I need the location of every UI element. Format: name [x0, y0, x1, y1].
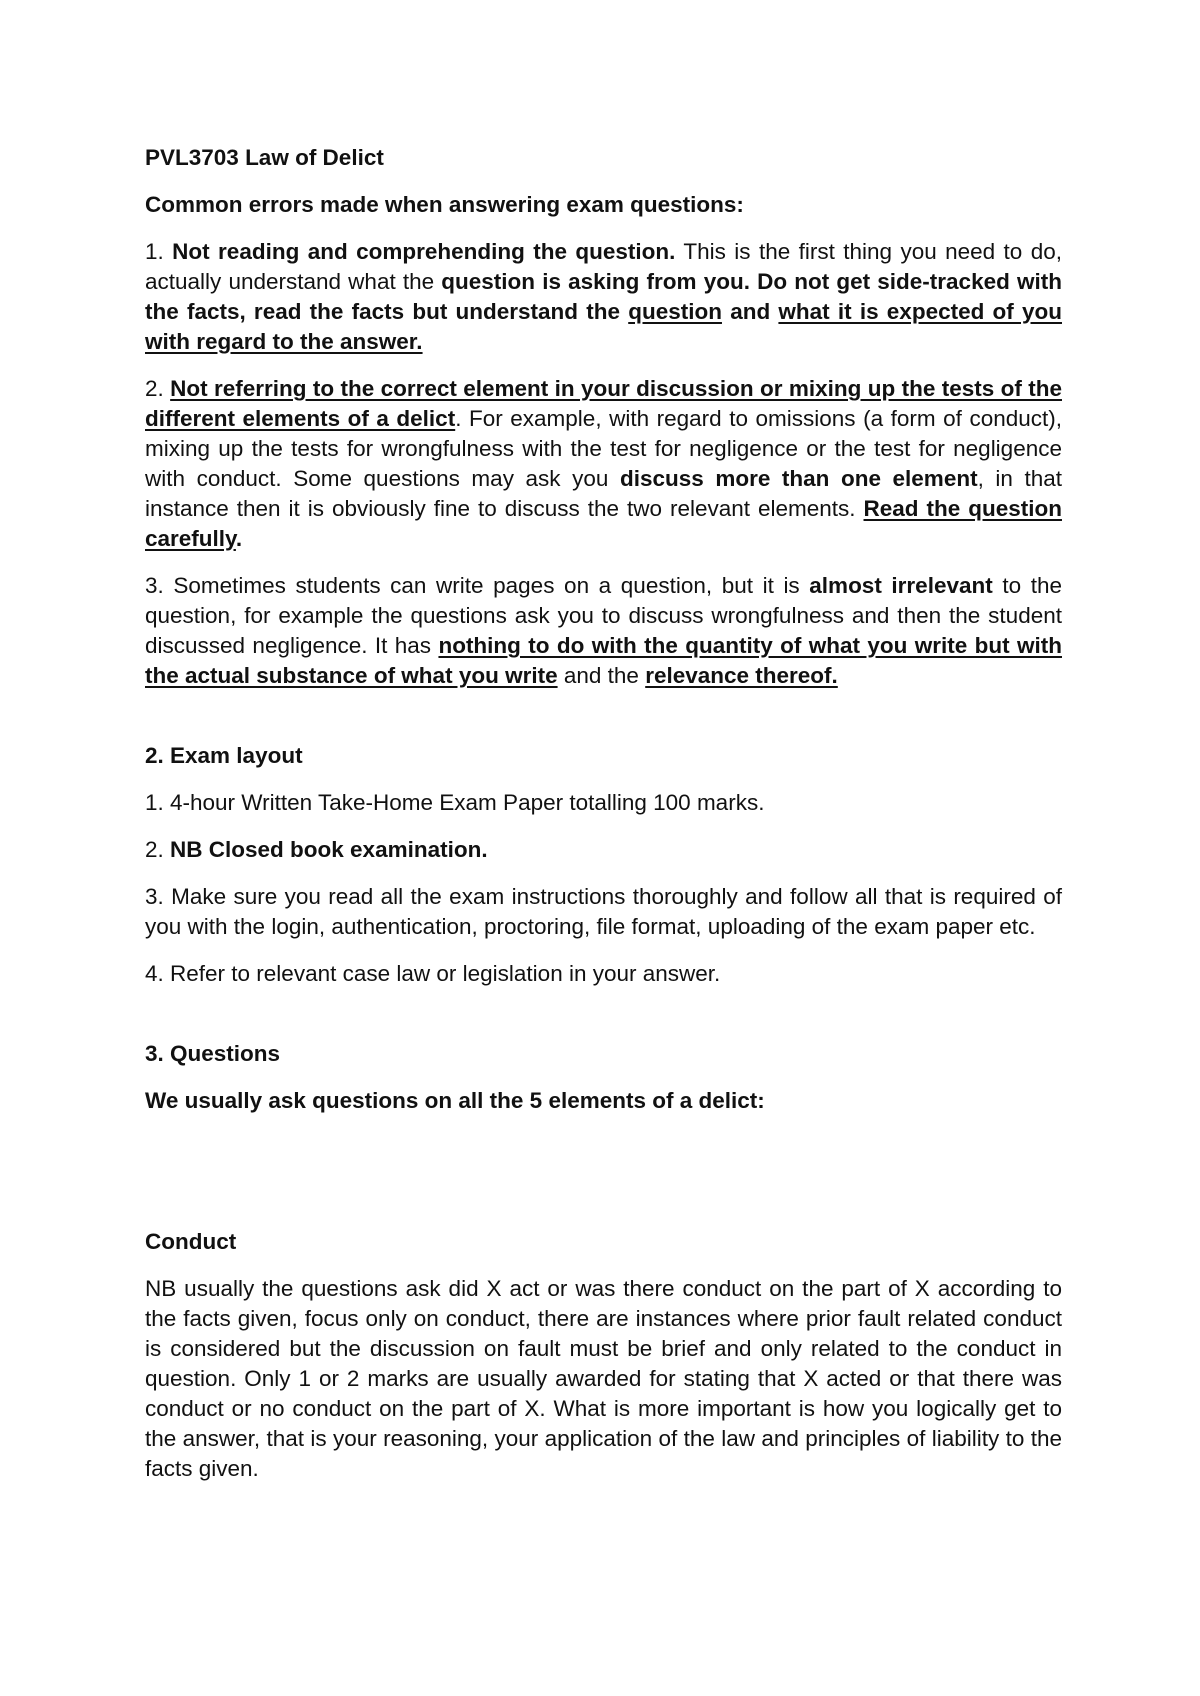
underlined-text: what it is expected of you with regard to the answer.	[145, 299, 1062, 354]
underlined-text: nothing to do with the quantity of what you write but with the actual substance of what you write	[145, 633, 1062, 688]
body-text: . For example, with regard to omissions (a form of conduct), mixing up the tests for wrongfulness with the test for negligence or the test for negligence with conduct. Some questions may ask you	[145, 406, 1062, 491]
layout-item-2	[145, 835, 1062, 865]
body-text: , in that instance then it is obviously fine to discuss the two relevant elements.	[145, 466, 1063, 521]
questions-intro: We usually ask questions on all the 5 elements of a delict:	[145, 1088, 765, 1113]
item-number: 1.	[145, 239, 164, 264]
underlined-text: question	[628, 299, 722, 324]
body-text: This is the first thing you need to do, actually understand what the	[145, 239, 1062, 294]
bold-text: NB Closed book examination.	[170, 837, 488, 862]
section-heading-questions: 3. Questions	[145, 1041, 281, 1066]
document-body	[145, 143, 1062, 1501]
underlined-text: relevance thereof.	[645, 663, 838, 688]
spacer	[145, 1006, 1062, 1039]
body-text: .	[235, 526, 243, 551]
error-item-1	[145, 237, 1062, 357]
underlined-text: Not referring to the correct element in your discussion or mixing up the tests of the different elements of a delict	[145, 376, 1062, 431]
error-item-3	[145, 571, 1062, 691]
bold-text: discuss more than one element	[619, 466, 978, 491]
section-heading-conduct: Conduct	[145, 1229, 237, 1254]
item-number: 2.	[145, 376, 164, 401]
bold-text: almost irrelevant	[809, 573, 993, 598]
spacer	[145, 1133, 1062, 1227]
bold-text: and	[730, 299, 771, 324]
document-title: PVL3703 Law of Delict	[145, 145, 384, 170]
layout-item-1: 1. 4-hour Written Take-Home Exam Paper totalling 100 marks.	[145, 790, 765, 815]
spacer	[145, 708, 1062, 741]
body-text: Sometimes students can write pages on a question, but it is	[173, 573, 800, 598]
section-subtitle: Common errors made when answering exam questions:	[145, 192, 744, 217]
item-number: 3.	[145, 573, 164, 598]
layout-item-3: 3. Make sure you read all the exam instructions thoroughly and follow all that is required of you with the login, authentication, proctoring, file format, uploading of the exam paper etc.	[145, 884, 1062, 939]
layout-item-4: 4. Refer to relevant case law or legislation in your answer.	[145, 961, 721, 986]
section-heading-exam-layout: 2. Exam layout	[145, 743, 303, 768]
body-text: to the question, for example the questions ask you to discuss wrongfulness and then the student discussed negligence. It has	[145, 573, 1062, 658]
underlined-text: Read the question carefully	[145, 496, 1062, 551]
bold-text: Not reading and comprehending the question.	[172, 239, 676, 264]
body-text: and the	[563, 663, 639, 688]
bold-text: question is asking from you. Do not get side-tracked with the facts, read the facts but understand the	[145, 269, 1062, 324]
error-item-2	[145, 374, 1062, 554]
conduct-body: NB usually the questions ask did X act or was there conduct on the part of X according to the facts given, focus only on conduct, there are instances where prior fault related conduct is considered but the discussion on fault must be brief and only related to the conduct in question. Only 1 or 2 marks are usually awarded for stating that X acted or that there was conduct or no conduct on the part of X. What is more important is how you logically get to the answer, that is your reasoning, your application of the law and principles of liability to the facts given.	[145, 1276, 1062, 1481]
item-number: 2.	[145, 837, 164, 862]
